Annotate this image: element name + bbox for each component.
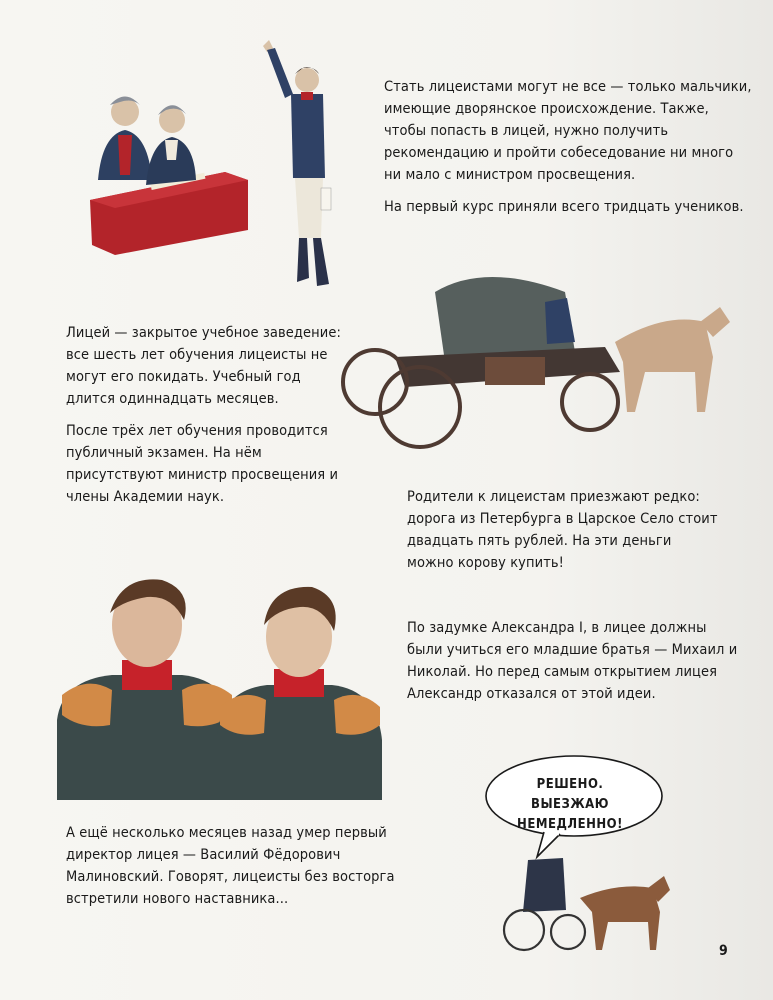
director-paragraph: А ещё несколько месяцев назад умер первый директор лицея — Василий Фёдорович Малиновский. Говорят, лицеисты без восторга встретили нового наставника...	[66, 825, 395, 907]
speech-bubble-text: РЕШЕНО. ВЫЕЗЖАЮ НЕМЕДЛЕННО!	[517, 777, 623, 832]
public-exam-paragraph: После трёх лет обучения проводится публичный экзамен. На нём присутствуют министр просвещения и члены Академии наук.	[66, 423, 339, 505]
lyceum-rules-text	[66, 322, 346, 518]
portraits-illustration	[52, 565, 382, 800]
brothers-paragraph: По задумке Александра I, в лицее должны были учиться его младшие братья — Михаил и Николай. Но перед самым открытием лицея Александр отказался от этой идеи.	[407, 620, 738, 702]
brothers-text	[407, 617, 742, 715]
parents-paragraph: Родители к лицеистам приезжают редко: дорога из Петербурга в Царское Село стоит двадцать пять рублей. На эти деньги можно корову купить!	[407, 489, 718, 571]
admission-text	[384, 76, 754, 228]
page-number: 9	[719, 943, 728, 959]
examiners-illustration	[80, 80, 250, 260]
first-course-paragraph: На первый курс приняли всего тридцать учеников.	[384, 199, 744, 215]
small-carriage-illustration	[498, 850, 678, 960]
student-standing-illustration	[255, 38, 355, 298]
admission-paragraph: Стать лицеистами могут не все — только мальчики, имеющие дворянское происхождение. Также, чтобы попасть в лицей, нужно получить рекомендацию и пройти собеседование ни много ни мало с министром просвещения.	[384, 79, 752, 183]
director-text	[66, 822, 406, 920]
closed-school-paragraph: Лицей — закрытое учебное заведение: все шесть лет обучения лицеисты не могут его покидать. Учебный год длится одиннадцать месяцев.	[66, 325, 341, 407]
parents-text	[407, 486, 722, 584]
carriage-illustration	[335, 262, 740, 462]
